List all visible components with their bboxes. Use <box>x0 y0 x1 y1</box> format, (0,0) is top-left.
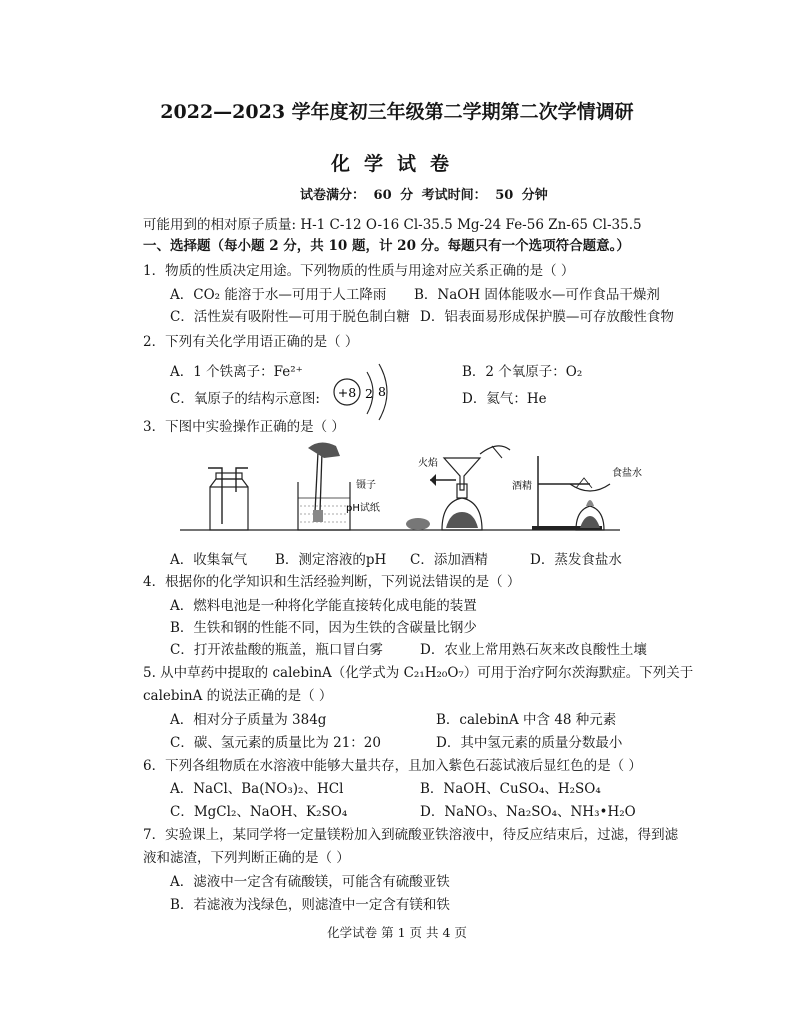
q2-option-a: A．1 个铁离子：Fe²⁺ <box>170 364 303 380</box>
q7-option-b: B．若滤液为浅绿色，则滤渣中一定含有镁和铁 <box>170 897 450 913</box>
flame-label: 火焰 <box>418 458 438 469</box>
q6-option-b: B．NaOH、CuSO₄、H₂SO₄ <box>420 781 601 797</box>
q5-option-b: B．calebinA 中含 48 种元素 <box>436 712 617 728</box>
question-5-stem-cont: calebinA 的说法正确的是（ ） <box>143 688 333 704</box>
q4-option-c: C．打开浓盐酸的瓶盖，瓶口冒白雾 <box>170 642 383 658</box>
q3-option-d: D．蒸发食盐水 <box>530 552 622 568</box>
q2-option-b: B．2 个氧原子：O₂ <box>462 364 583 380</box>
page-title: 2022—2023 学年度初三年级第二学期第二次学情调研 <box>160 101 634 123</box>
brine-label: 食盐水 <box>612 468 642 479</box>
oxygen-atom-diagram <box>325 358 405 420</box>
q7-option-a: A．滤液中一定含有硫酸镁，可能含有硫酸亚铁 <box>170 874 450 890</box>
tweezers-label: 镊子 <box>356 480 376 491</box>
q6-option-a: A．NaCl、Ba(NO₃)₂、HCl <box>170 781 344 797</box>
q4-option-b: B．生铁和钢的性能不同，因为生铁的含碳量比钢少 <box>170 620 477 636</box>
lab-apparatus-figure <box>180 432 642 536</box>
q5-option-c: C．碳、氢元素的质量比为 21：20 <box>170 735 381 751</box>
q1-option-d: D．铝表面易形成保护膜—可存放酸性食物 <box>420 309 674 325</box>
evaporation-apparatus <box>532 456 610 530</box>
q5-option-d: D．其中氢元素的质量分数最小 <box>436 735 623 751</box>
question-5-stem: 5. 从中草药中提取的 calebinA（化学式为 C₂₁H₂₀O₇）可用于治疗阿尔茨海默症。下列关于 <box>143 665 694 681</box>
q4-option-d: D．农业上常用熟石灰来改良酸性土壤 <box>420 642 647 658</box>
ph-paper-label: pH试纸 <box>346 503 380 514</box>
question-2-stem: 2．下列有关化学用语正确的是（ ） <box>143 334 359 350</box>
shell-1-electrons: 2 <box>365 386 373 401</box>
alcohol-label: 酒精 <box>512 481 532 492</box>
atomic-masses: 可能用到的相对原子质量: H-1 C-12 O-16 Cl-35.5 Mg-24 Fe-56 Zn-65 Cl-35.5 <box>143 217 642 233</box>
q6-option-c: C．MgCl₂、NaOH、K₂SO₄ <box>170 804 348 820</box>
q1-option-a: A．CO₂ 能溶于水—可用于人工降雨 <box>170 287 387 303</box>
q4-option-a: A．燃料电池是一种将化学能直接转化成电能的装置 <box>170 598 477 614</box>
shell-2-electrons: 8 <box>378 384 386 399</box>
question-4-stem: 4．根据你的化学知识和生活经验判断，下列说法错误的是（ ） <box>143 574 521 590</box>
exam-meta: 试卷满分： 60 分 考试时间： 50 分钟 <box>300 188 548 203</box>
nucleus-charge: +8 <box>337 385 357 400</box>
q2-option-c: C．氧原子的结构示意图: <box>170 391 320 407</box>
q5-option-a: A．相对分子质量为 384g <box>170 712 327 728</box>
subject-title: 化学试卷 <box>330 153 463 175</box>
question-7-stem-cont: 液和滤渣，下列判断正确的是（ ） <box>143 850 350 866</box>
q2-option-d: D．氦气：He <box>462 391 547 407</box>
q1-option-b: B．NaOH 固体能吸水—可作食品干燥剂 <box>414 287 660 303</box>
beaker-apparatus <box>298 442 350 530</box>
q3-option-a: A．收集氧气 <box>170 552 248 568</box>
q6-option-d: D．NaNO₃、Na₂SO₄、NH₃•H₂O <box>420 804 636 820</box>
question-6-stem: 6．下列各组物质在水溶液中能够大量共存，且加入紫色石蕊试液后显红色的是（ ） <box>143 758 642 774</box>
section-title: 一、选择题（每小题 2 分，共 10 题，计 20 分。每题只有一个选项符合题意。） <box>143 238 630 254</box>
q1-option-c: C．活性炭有吸附性—可用于脱色制白糖 <box>170 309 410 325</box>
q3-option-c: C．添加酒精 <box>410 552 488 568</box>
gas-bottle-apparatus <box>208 468 248 530</box>
question-3-stem: 3．下图中实验操作正确的是（ ） <box>143 419 345 435</box>
q3-option-b: B．测定溶液的pH <box>275 552 387 568</box>
page-footer: 化学试卷 第 1 页 共 4 页 <box>327 925 467 940</box>
question-7-stem: 7．实验课上，某同学将一定量镁粉加入到硫酸亚铁溶液中，待反应结束后，过滤，得到滤 <box>143 827 679 843</box>
question-1-stem: 1．物质的性质决定用途。下列物质的性质与用途对应关系正确的是（ ） <box>143 263 575 279</box>
